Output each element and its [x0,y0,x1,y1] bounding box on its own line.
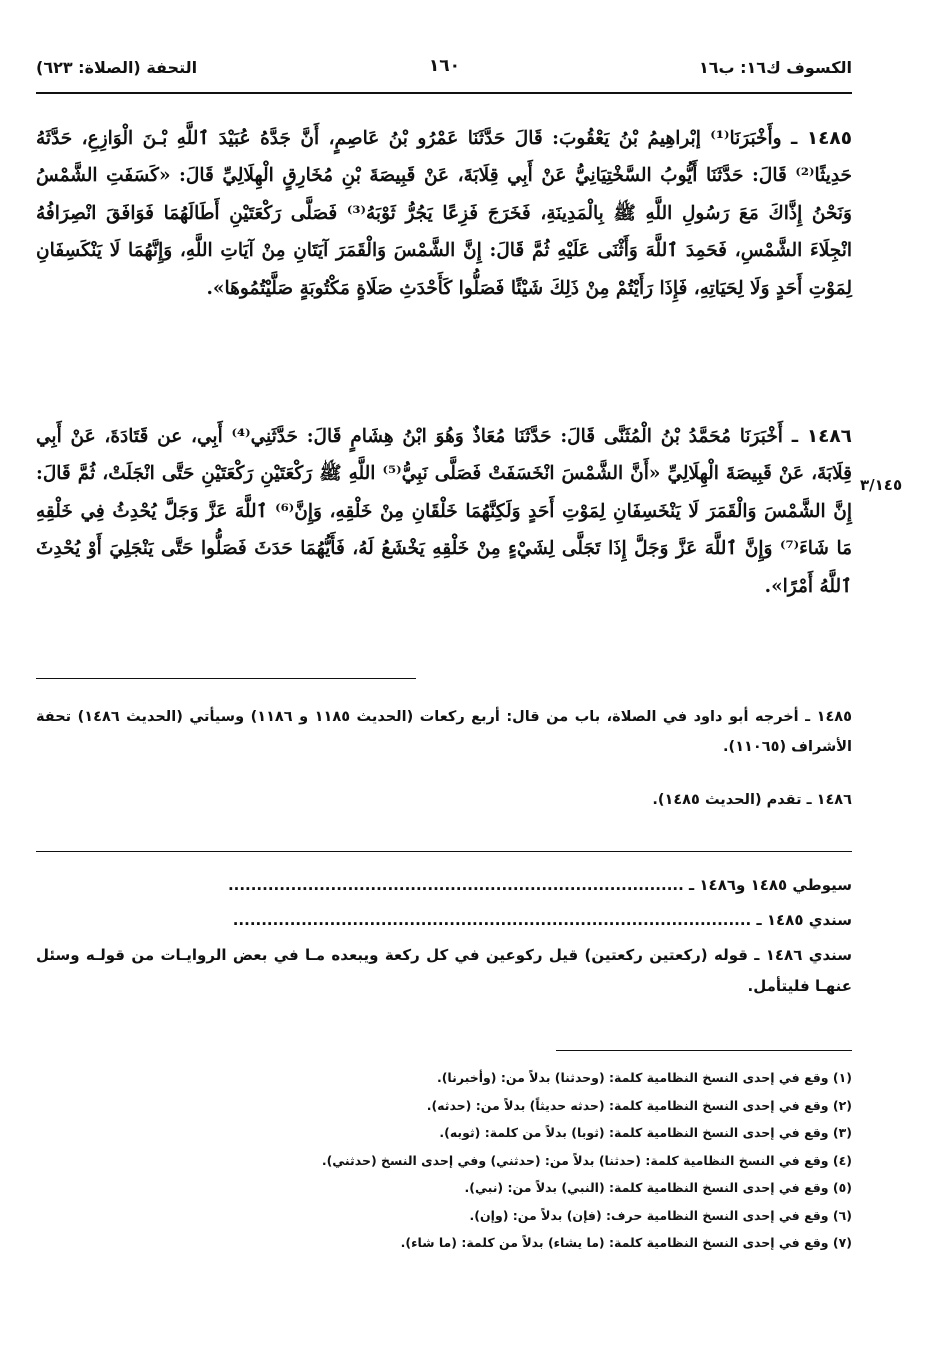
hadith-1485 [36,120,852,307]
sharh-dots: ................................................................................ [227,876,684,894]
header-chapter-ref: الكسوف ك١٦: ب١٦ [698,58,852,77]
sharh-sindi-1485 [36,905,852,936]
header-tuhfa-ref: التحفة (الصلاة: ٦٢٣) [36,58,198,77]
footnote-4: (٤) وقع في النسخ النظامية كلمة: (حدثنا) بدلاً من: (حدثني) وفي إحدى النسخ (حدثني). [321,1152,852,1168]
running-header [36,54,852,84]
footnote-3: (٣) وقع في إحدى النسخ النظامية كلمة: (ثوبا) بدلاً من كلمة: (ثوبه). [439,1125,852,1140]
footnote-5: (٥) وقع في إحدى النسخ النظامية كلمة: (النبي) بدلاً من: (نبي). [464,1180,852,1195]
footnote-6: (٦) وقع في إحدى النسخ النظامية حرف: (فإن) بدلاً من: (وإن). [469,1207,852,1223]
footnote-2: (٢) وقع في إحدى النسخ النظامية كلمة: (حدثه حديثاً) بدلاً من: (حدثه). [426,1097,852,1113]
takhrij-note-1485: ١٤٨٥ ـ أخرجه أبو داود في الصلاة، باب من قال: أربع ركعات (الحديث ١١٨٥ و ١١٨٦) وسيأتي (الحديث ١٤٨٦) تحفة الأشراف (١١٠٦٥). [36,709,853,755]
header-rule [36,92,852,94]
margin-reference: ٣/١٤٥ [860,476,903,494]
footnote-7: (٧) وقع في إحدى النسخ النظامية كلمة: (ما يشاء) بدلاً من كلمة: (ما شاء). [400,1235,852,1250]
hadith-text: أَخْبَرَنَا مُحَمَّدُ بْنُ الْمُثَنَّى قَالَ: حَدَّثَنَا مُعَاذٌ وَهُوَ ابْنُ هِشَامٍ قَالَ: حَدَّثَنِي⁽⁴⁾ أَبِي، عن قَتَادَةَ، عَنْ أَبِي قِلَابَةَ، عَنْ قَبِيصَةَ الْهِلَالِيِّ «أَنَّ الشَّمْسَ انْخَسَفَتْ فَصَلَّى نَبِيُّ⁽⁵⁾ اللَّهِ ﷺ رَكْعَتَيْنِ رَكْعَتَيْنِ حَتَّى انْجَلَتْ، ثُمَّ قَالَ: إِنَّ الشَّمْسَ وَالْقَمَرَ لَا يَنْخَسِفَانِ لِمَوْتِ أَحَدٍ وَلَكِنَّهُمَا خَلْقَانِ مِنْ خَلْقِهِ، وَإِنَّ⁽⁶⁾ ٱللَّهَ عَزَّ وَجَلَّ يُحْدِثُ فِي خَلْقِهِ مَا شَاءَ⁽⁷⁾ وَإِنَّ ٱللَّهَ عَزَّ وَجَلَّ إِذَا تَجَلَّى لِشَيْءٍ مِنْ خَلْقِهِ يَخْشَعُ لَهُ، فَأَيُّهُمَا حَدَثَ فَصَلُّوا حَتَّى يَنْجَلِيَ أَوْ يُحْدِثَ ٱللَّهُ أَمْرًا». [36,426,852,597]
sharh-label: سندي ١٤٨٥ ـ [756,911,852,929]
hadith-number: ١٤٨٥ ـ [791,128,852,149]
footnotes-divider [556,1050,852,1051]
sharh-label: سيوطي ١٤٨٥ و١٤٨٦ ـ [689,876,852,894]
hadith-number: ١٤٨٦ ـ [791,426,852,447]
hadith-1486 [36,418,852,605]
hadith-text: وأَخْبَرَنَا⁽¹⁾ إبْراهِيمُ بْنُ يَعْقُوبَ: قَالَ حَدَّثَنَا عَمْرُو بْنُ عَاصِمٍ، أَنَّ جَدَّهُ عُبَيْدَ ٱللَّهِ بْـنَ الْوَازِعِ، حَدَّثَهُ حَدِيثًا⁽²⁾ قَالَ: حَدَّثَنَا أَيُّوبُ السَّخْتِيَانِيُّ عَنْ أَبِي قِلَابَةَ، عَنْ قَبِيصَةَ بْنِ مُخَارِقٍ الْهِلَالِيِّ قَالَ: «كَسَفَتِ الشَّمْسُ وَنَحْنُ إِذَّاكَ مَعَ رَسُولِ اللَّهِ ﷺ بِالْمَدِينَةِ، فَخَرَجَ فَزِعًا يَجُرُّ ثَوْبَهُ⁽³⁾ فَصَلَّى رَكْعَتَيْنِ أَطَالَهُمَا فَوَافَقَ انْصِرَافُهُ انْجِلَاءَ الشَّمْسِ، فَحَمِدَ ٱللَّهَ وَأَثْنَى عَلَيْهِ ثُمَّ قَالَ: إِنَّ الشَّمْسَ وَالْقَمَرَ آيَتَانِ مِنْ آيَاتِ اللَّهِ، وَإِنَّهُمَا لَا يَنْكَسِفَانِ لِمَوْتِ أَحَدٍ وَلَا لِحَيَاتِهِ، فَإِذَا رَأَيْتُمْ مِنْ ذَلِكَ شَيْئًا فَصَلُّوا كَأَحْدَثِ صَلَاةٍ مَكْتُوبَةٍ صَلَّيْتُمُوهَا». [36,128,852,299]
takhrij-divider [36,678,416,679]
takhrij-note-1486: ١٤٨٦ ـ تقدم (الحديث ١٤٨٥). [652,792,852,808]
sharh-divider [36,851,852,852]
footnote-1: (١) وقع في إحدى النسخ النظامية كلمة: (وحدثنا) بدلاً من: (وأخبرنا). [436,1070,852,1085]
sharh-dots: ........................................................................................... [232,911,752,929]
footnotes [36,1064,852,1257]
sharh-suyuti [36,870,852,901]
sharh-sindi-1486: سندي ١٤٨٦ ـ قوله (ركعتين ركعتين) قيل ركوعين في كل ركعة ويبعده مـا في بعض الروايـات من قولـه وسئل عنهـا فليتأمل. [36,946,852,995]
page-number: ١٦٠ [428,56,460,76]
